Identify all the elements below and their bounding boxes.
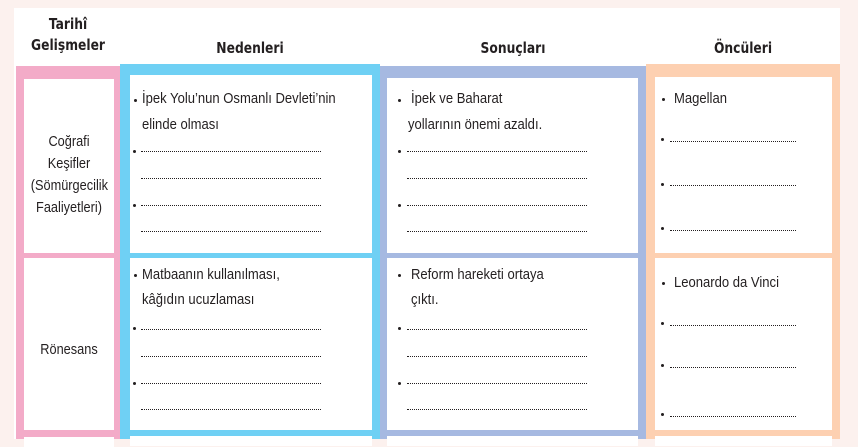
row1-results-cell bbox=[387, 78, 638, 253]
row2-result-3-blank-cont[interactable] bbox=[407, 409, 587, 410]
header-developments bbox=[25, 14, 110, 56]
row2-result-3-blank[interactable] bbox=[407, 383, 587, 384]
row3-results-cell bbox=[387, 436, 638, 446]
row2-pioneers-cell bbox=[655, 258, 832, 430]
bullet-icon bbox=[134, 99, 137, 102]
row1-result-2-blank[interactable] bbox=[407, 151, 587, 152]
bullet-icon bbox=[398, 204, 401, 207]
row2-cause-1-line2: kâğıdın ucuzlaması bbox=[142, 292, 255, 308]
row3-pioneers-cell bbox=[655, 436, 832, 446]
row1-result-3-blank[interactable] bbox=[407, 205, 587, 206]
row1-cause-2-blank[interactable] bbox=[141, 151, 321, 152]
row2-cause-3-blank[interactable] bbox=[141, 383, 321, 384]
bullet-icon bbox=[661, 183, 664, 186]
row2-result-1-line2: çıktı. bbox=[411, 292, 439, 308]
row1-development-cell bbox=[24, 79, 114, 253]
bullet-icon bbox=[398, 382, 401, 385]
row2-result-2-blank-cont[interactable] bbox=[407, 356, 587, 357]
bullet-icon bbox=[398, 150, 401, 153]
header-developments-line2: Gelişmeler bbox=[31, 36, 105, 54]
row1-cause-3-blank[interactable] bbox=[141, 205, 321, 206]
row1-label-line: Keşifler bbox=[47, 155, 91, 172]
row2-result-1-line1: Reform hareketi ortaya bbox=[411, 267, 544, 283]
row2-result-2-blank[interactable] bbox=[407, 329, 587, 330]
row2-cause-2-blank-cont[interactable] bbox=[141, 356, 321, 357]
bullet-icon bbox=[662, 282, 665, 285]
row1-result-1-line2: yollarının önemi azaldı. bbox=[408, 117, 543, 133]
row2-label: Rönesans bbox=[40, 341, 98, 358]
row3-causes-cell bbox=[130, 436, 372, 446]
header-results: Sonuçları bbox=[480, 39, 546, 57]
row1-result-1-line1: İpek ve Baharat bbox=[411, 91, 503, 107]
row1-pioneer-2-blank[interactable] bbox=[670, 141, 796, 142]
bullet-icon bbox=[661, 227, 664, 230]
row1-result-2-blank-cont[interactable] bbox=[407, 178, 587, 179]
bullet-icon bbox=[661, 138, 664, 141]
row2-pioneer-1: Leonardo da Vinci bbox=[674, 275, 779, 291]
bullet-icon bbox=[133, 327, 136, 330]
row1-causes-cell bbox=[130, 75, 372, 253]
row2-cause-2-blank[interactable] bbox=[141, 329, 321, 330]
row1-cause-1-line1: İpek Yolu’nun Osmanlı Devleti’nin bbox=[142, 91, 336, 107]
row1-label-line: Coğrafi bbox=[48, 133, 90, 150]
row1-result-3-blank-cont[interactable] bbox=[407, 231, 587, 232]
header-developments-line1: Tarihî bbox=[48, 15, 88, 33]
row2-results-cell bbox=[387, 258, 638, 430]
row2-cause-3-blank-cont[interactable] bbox=[141, 409, 321, 410]
row1-pioneers-cell bbox=[655, 77, 832, 253]
bullet-icon bbox=[398, 99, 401, 102]
bullet-icon bbox=[662, 98, 665, 101]
bullet-icon bbox=[398, 327, 401, 330]
row1-pioneer-1: Magellan bbox=[674, 91, 727, 107]
bullet-icon bbox=[398, 274, 401, 277]
row1-label-line: Faaliyetleri) bbox=[36, 199, 102, 216]
row1-cause-3-blank-cont[interactable] bbox=[141, 231, 321, 232]
header-pioneers: Öncüleri bbox=[713, 39, 773, 57]
row2-cause-1-line1: Matbaanın kullanılması, bbox=[142, 267, 280, 283]
row1-cause-2-blank-cont[interactable] bbox=[141, 178, 321, 179]
row1-pioneer-3-blank[interactable] bbox=[670, 185, 796, 186]
bullet-icon bbox=[661, 364, 664, 367]
bullet-icon bbox=[661, 322, 664, 325]
row2-pioneer-4-blank[interactable] bbox=[670, 416, 796, 417]
row1-pioneer-4-blank[interactable] bbox=[670, 230, 796, 231]
bullet-icon bbox=[133, 150, 136, 153]
bullet-icon bbox=[133, 204, 136, 207]
header-causes: Nedenleri bbox=[216, 39, 284, 57]
row1-cause-1-line2: elinde olması bbox=[142, 117, 219, 133]
bullet-icon bbox=[661, 413, 664, 416]
row2-pioneer-3-blank[interactable] bbox=[670, 367, 796, 368]
bullet-icon bbox=[134, 274, 137, 277]
row2-pioneer-2-blank[interactable] bbox=[670, 325, 796, 326]
row1-label-line: (Sömürgecilik bbox=[30, 177, 108, 194]
row2-causes-cell bbox=[130, 258, 372, 430]
bullet-icon bbox=[133, 382, 136, 385]
row1-label bbox=[31, 131, 108, 219]
row2-development-cell bbox=[24, 258, 114, 430]
